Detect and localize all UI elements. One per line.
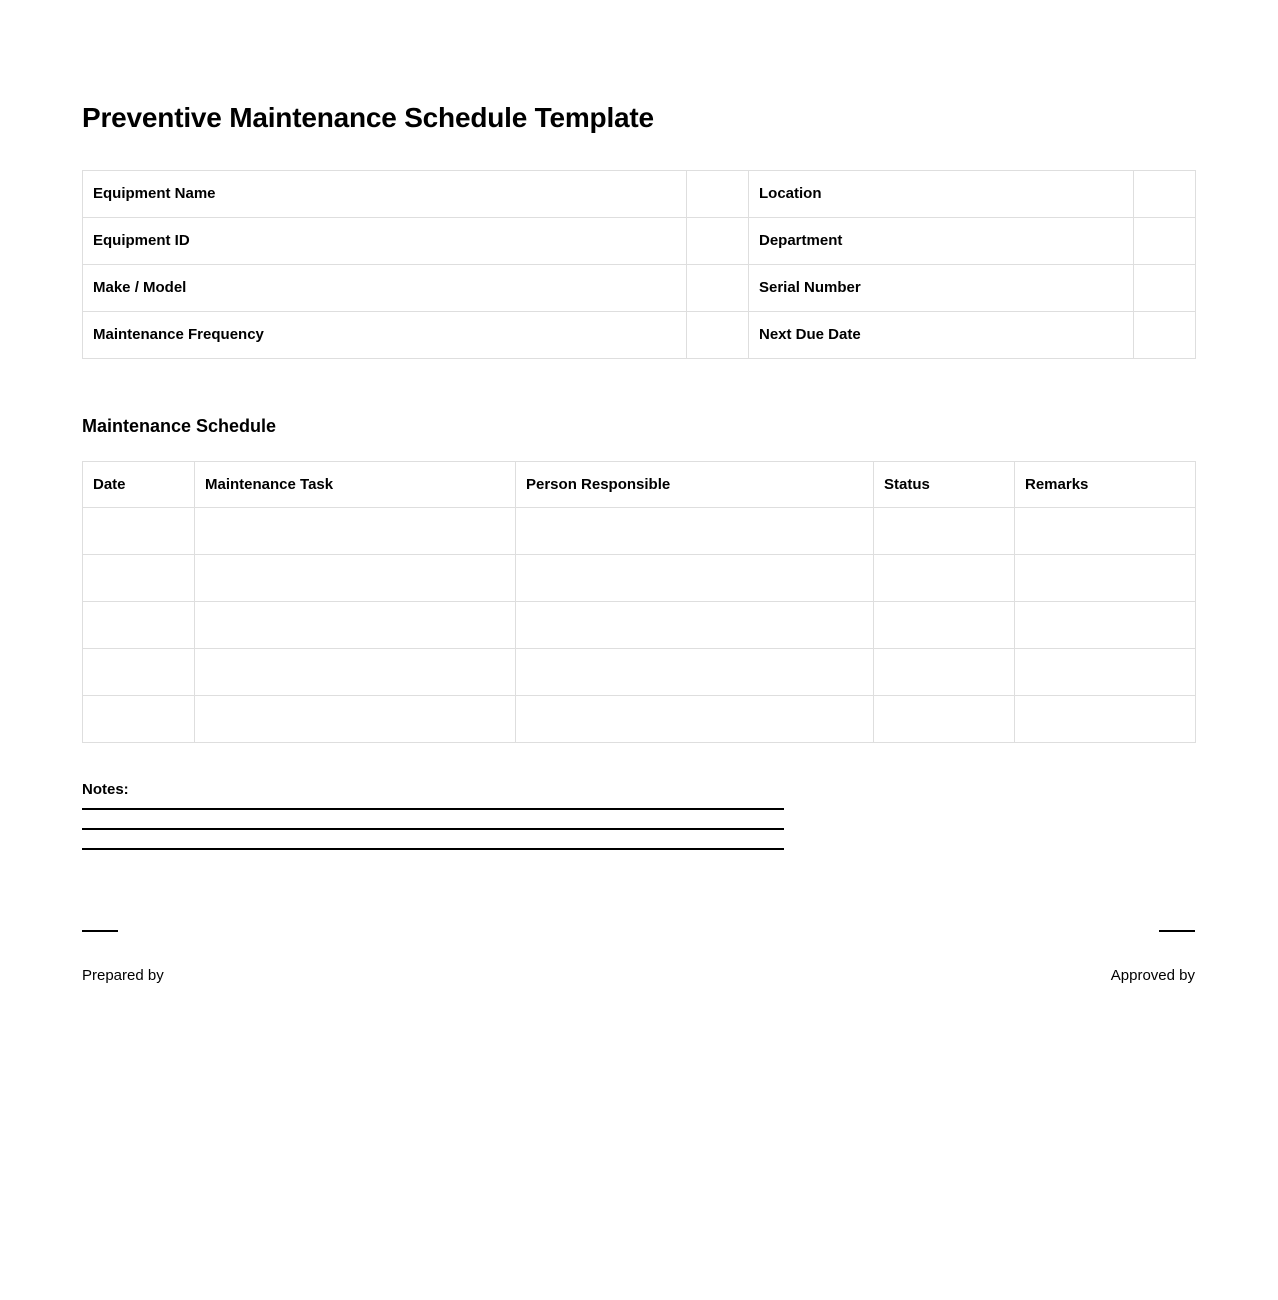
cell-remarks[interactable]	[1015, 602, 1196, 649]
cell-date[interactable]	[83, 602, 195, 649]
cell-status[interactable]	[874, 602, 1015, 649]
page-title: Preventive Maintenance Schedule Template	[82, 102, 654, 133]
table-row	[83, 171, 1196, 218]
table-row	[83, 312, 1196, 359]
info-label-equipment-id: Equipment ID	[83, 218, 687, 265]
column-header-task: Maintenance Task	[195, 462, 516, 508]
table-row	[83, 696, 1196, 743]
cell-remarks[interactable]	[1015, 696, 1196, 743]
cell-status[interactable]	[874, 696, 1015, 743]
notes-line[interactable]	[82, 808, 784, 810]
cell-person[interactable]	[516, 555, 874, 602]
notes-writing-area	[82, 808, 784, 850]
cell-task[interactable]	[195, 555, 516, 602]
info-value-equipment-id[interactable]	[687, 218, 749, 265]
cell-date[interactable]	[83, 696, 195, 743]
notes-line[interactable]	[82, 848, 784, 850]
column-header-person: Person Responsible	[516, 462, 874, 508]
info-value-serial-number[interactable]	[1134, 265, 1196, 312]
cell-task[interactable]	[195, 508, 516, 555]
info-value-next-due-date[interactable]	[1134, 312, 1196, 359]
equipment-info-table	[82, 170, 1196, 359]
table-row	[83, 602, 1196, 649]
table-header-row	[83, 462, 1196, 508]
table-row	[83, 649, 1196, 696]
info-label-equipment-name: Equipment Name	[83, 171, 687, 218]
signature-approved-by	[1111, 930, 1195, 985]
signature-block	[82, 930, 1195, 1010]
cell-person[interactable]	[516, 602, 874, 649]
cell-task[interactable]	[195, 649, 516, 696]
cell-date[interactable]	[83, 555, 195, 602]
cell-remarks[interactable]	[1015, 508, 1196, 555]
notes-line[interactable]	[82, 828, 784, 830]
info-value-make-model[interactable]	[687, 265, 749, 312]
cell-date[interactable]	[83, 649, 195, 696]
info-label-serial-number: Serial Number	[749, 265, 1134, 312]
cell-person[interactable]	[516, 649, 874, 696]
table-row	[83, 508, 1196, 555]
column-header-remarks: Remarks	[1015, 462, 1196, 508]
signature-prepared-by	[82, 930, 164, 985]
info-label-department: Department	[749, 218, 1134, 265]
signature-caption-prepared-by: Prepared by	[82, 967, 164, 984]
cell-date[interactable]	[83, 508, 195, 555]
cell-status[interactable]	[874, 555, 1015, 602]
signature-caption-approved-by: Approved by	[1110, 967, 1195, 984]
info-value-department[interactable]	[1134, 218, 1196, 265]
cell-task[interactable]	[195, 696, 516, 743]
table-row	[83, 218, 1196, 265]
info-label-make-model: Make / Model	[83, 265, 687, 312]
info-value-equipment-name[interactable]	[687, 171, 749, 218]
column-header-status: Status	[874, 462, 1015, 508]
info-label-maintenance-frequency: Maintenance Frequency	[83, 312, 687, 359]
section-heading-maintenance-schedule: Maintenance Schedule	[82, 416, 277, 436]
info-label-location: Location	[749, 171, 1134, 218]
info-value-location[interactable]	[1134, 171, 1196, 218]
cell-status[interactable]	[874, 649, 1015, 696]
notes-label: Notes:	[82, 781, 129, 798]
column-header-date: Date	[83, 462, 195, 508]
cell-person[interactable]	[516, 696, 874, 743]
cell-remarks[interactable]	[1015, 555, 1196, 602]
info-label-next-due-date: Next Due Date	[749, 312, 1134, 359]
cell-task[interactable]	[195, 602, 516, 649]
maintenance-schedule-table	[82, 461, 1196, 743]
table-row	[83, 265, 1196, 312]
table-row	[83, 555, 1196, 602]
cell-person[interactable]	[516, 508, 874, 555]
cell-remarks[interactable]	[1015, 649, 1196, 696]
cell-status[interactable]	[874, 508, 1015, 555]
info-value-maintenance-frequency[interactable]	[687, 312, 749, 359]
